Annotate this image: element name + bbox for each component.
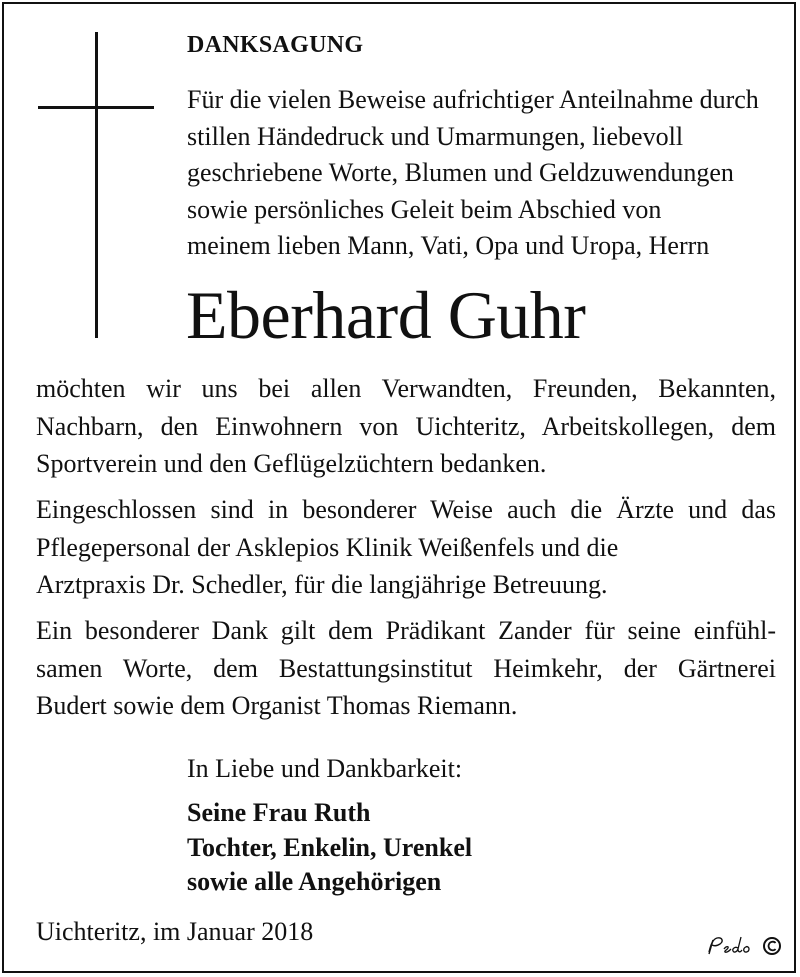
pedo-copyright-logo — [705, 930, 785, 960]
cross-horizontal-bar — [38, 106, 154, 109]
paragraph-line: Eingeschlossen sind in besonderer Weise auch die Ärzte und das — [36, 495, 776, 524]
intro-line: sowie persönliches Geleit beim Abschied von — [187, 194, 662, 224]
thanks-paragraph-1 — [36, 370, 776, 483]
intro-text — [187, 82, 777, 265]
intro-line: geschriebene Worte, Blumen und Geldzuwendungen — [187, 158, 734, 187]
paragraph-line: Nachbarn, den Einwohnern von Uichteritz, Arbeitskollegen, dem — [36, 411, 776, 441]
notice-heading: DANKSAGUNG — [187, 32, 364, 58]
paragraph-line: samen Worte, dem Bestattungsinstitut Heimkehr, der Gärtnerei — [36, 653, 776, 683]
signer-line: sowie alle Angehörigen — [187, 867, 442, 896]
thanks-paragraph-3 — [36, 612, 776, 725]
deceased-name: Eberhard Guhr — [186, 277, 586, 353]
place-and-date: Uichteritz, im Januar 2018 — [36, 917, 314, 946]
signer-line: Tochter, Enkelin, Urenkel — [187, 832, 473, 862]
paragraph-line: Pflegepersonal der Asklepios Klinik Weißenfels und die — [36, 532, 619, 562]
signers-block — [187, 796, 472, 900]
cross-vertical-bar — [95, 32, 98, 338]
thanks-paragraph-2 — [36, 491, 776, 604]
paragraph-line: Budert sowie dem Organist Thomas Riemann. — [36, 691, 518, 720]
paragraph-line: Arztpraxis Dr. Schedler, für die langjährige Betreuung. — [36, 570, 608, 599]
paragraph-line: Sportverein und den Geflügelzüchtern bedanken. — [36, 449, 547, 478]
intro-line: meinem lieben Mann, Vati, Opa und Uropa, Herrn — [187, 231, 710, 260]
intro-line: stillen Händedruck und Umarmungen, liebevoll — [187, 121, 684, 151]
closing-greeting: In Liebe und Dankbarkeit: — [187, 754, 463, 783]
intro-line: Für die vielen Beweise aufrichtiger Anteilnahme durch — [187, 85, 759, 114]
signer-line: Seine Frau Ruth — [187, 798, 371, 827]
paragraph-line: möchten wir uns bei allen Verwandten, Freunden, Bekannten, — [36, 374, 776, 403]
paragraph-line: Ein besonderer Dank gilt dem Prädikant Zander für seine einfühl- — [36, 616, 776, 645]
